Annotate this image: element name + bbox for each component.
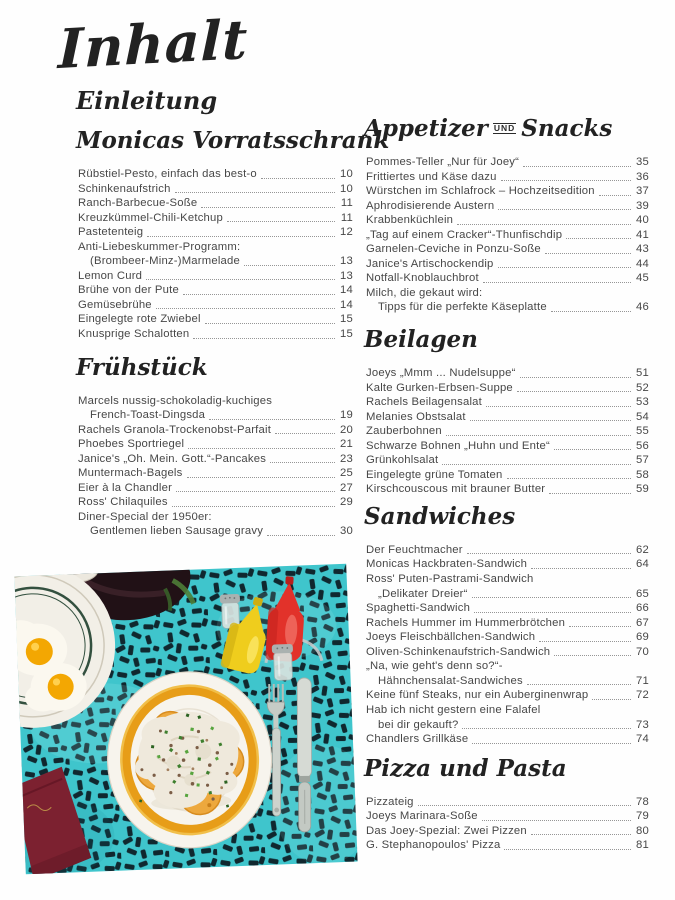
row-leader-dots bbox=[486, 406, 631, 407]
row-label: Milch, die gekaut wird: bbox=[366, 286, 483, 299]
row-label: Lemon Curd bbox=[78, 269, 143, 282]
row-leader-dots bbox=[418, 805, 631, 806]
toc-row bbox=[366, 381, 649, 396]
toc-row bbox=[78, 167, 353, 182]
row-label: Rachels Hummer im Hummerbrötchen bbox=[366, 616, 566, 629]
row-label: Chandlers Grillkäse bbox=[366, 733, 469, 746]
row-label: Frittiertes und Käse dazu bbox=[366, 170, 497, 183]
row-page-number: 15 bbox=[340, 313, 353, 326]
row-leader-dots bbox=[549, 493, 631, 494]
toc-row bbox=[366, 809, 649, 824]
section-heading bbox=[364, 112, 649, 146]
row-leader-dots bbox=[270, 462, 335, 463]
toc-row bbox=[366, 557, 649, 572]
page-title: Inhalt bbox=[57, 6, 249, 82]
toc-row bbox=[78, 510, 353, 525]
row-label: Ranch-Barbecue-Soße bbox=[78, 197, 198, 210]
row-leader-dots bbox=[551, 311, 631, 312]
row-page-number: 62 bbox=[636, 543, 649, 556]
toc-row bbox=[366, 170, 649, 185]
toc-row bbox=[366, 257, 649, 272]
row-page-number: 23 bbox=[340, 452, 353, 465]
row-page-number: 66 bbox=[636, 602, 649, 615]
row-page-number: 74 bbox=[636, 733, 649, 746]
toc-row bbox=[366, 366, 649, 381]
row-page-number: 55 bbox=[636, 425, 649, 438]
row-page-number: 21 bbox=[340, 438, 353, 451]
row-page-number: 69 bbox=[636, 631, 649, 644]
toc-row bbox=[366, 645, 649, 660]
row-leader-dots bbox=[442, 464, 631, 465]
section-heading: Monicas Vorratsschrank bbox=[76, 127, 390, 154]
row-page-number: 51 bbox=[636, 367, 649, 380]
row-leader-dots bbox=[501, 180, 631, 181]
toc-row bbox=[366, 439, 649, 454]
row-leader-dots bbox=[462, 728, 631, 729]
toc-row bbox=[78, 240, 353, 255]
row-label: Oliven-Schinkenaufstrich-Sandwich bbox=[366, 645, 551, 658]
row-label: Joeys Marinara-Soße bbox=[366, 810, 478, 823]
toc-section bbox=[76, 124, 390, 342]
toc-row bbox=[366, 155, 649, 170]
row-page-number: 73 bbox=[636, 718, 649, 731]
row-leader-dots bbox=[156, 308, 335, 309]
row-leader-dots bbox=[209, 419, 335, 420]
pepper-shaker bbox=[272, 644, 294, 681]
row-leader-dots bbox=[275, 433, 335, 434]
row-page-number: 15 bbox=[340, 328, 353, 341]
row-label: Notfall-Knoblauchbrot bbox=[366, 272, 479, 285]
row-leader-dots bbox=[504, 849, 631, 850]
row-page-number: 40 bbox=[636, 214, 649, 227]
row-page-number: 11 bbox=[340, 197, 353, 210]
toc-row bbox=[78, 254, 353, 269]
row-label: Kirschcouscous mit brauner Butter bbox=[366, 483, 546, 496]
row-label: Brühe von der Pute bbox=[78, 284, 179, 297]
toc-row bbox=[366, 688, 649, 703]
heading-joiner: UND bbox=[493, 123, 516, 133]
toc-row bbox=[78, 312, 353, 327]
row-leader-dots bbox=[517, 391, 631, 392]
heading-part: Snacks bbox=[521, 115, 613, 142]
row-label: Joeys Fleischbällchen-Sandwich bbox=[366, 631, 536, 644]
toc-row bbox=[78, 495, 353, 510]
section-heading: Frühstück bbox=[76, 353, 208, 381]
toc-row bbox=[366, 242, 649, 257]
row-page-number: 54 bbox=[636, 410, 649, 423]
row-label: Garnelen-Ceviche in Ponzu-Soße bbox=[366, 243, 541, 256]
row-label: Phoebes Sportriegel bbox=[78, 438, 185, 451]
row-leader-dots bbox=[467, 553, 631, 554]
row-label: Tipps für die perfekte Käseplatte bbox=[378, 301, 547, 314]
row-label: Monicas Hackbraten-Sandwich bbox=[366, 558, 528, 571]
row-page-number: 57 bbox=[636, 454, 649, 467]
toc-row bbox=[366, 659, 649, 674]
row-page-number: 79 bbox=[636, 810, 649, 823]
row-page-number: 36 bbox=[636, 170, 649, 183]
row-page-number: 14 bbox=[340, 298, 353, 311]
toc-row bbox=[78, 452, 353, 467]
row-label: Joeys „Mmm ... Nudelsuppe“ bbox=[366, 367, 516, 380]
toc-section bbox=[366, 112, 649, 315]
row-leader-dots bbox=[566, 238, 631, 239]
row-page-number: 13 bbox=[340, 255, 353, 268]
row-label: Das Joey-Spezial: Zwei Pizzen bbox=[366, 824, 527, 837]
toc-row bbox=[366, 630, 649, 645]
toc-row bbox=[78, 524, 353, 539]
row-label: French-Toast-Dingsda bbox=[90, 409, 206, 422]
section-heading: Sandwiches bbox=[364, 502, 516, 530]
row-page-number: 64 bbox=[636, 558, 649, 571]
row-label: Schwarze Bohnen „Huhn und Ente“ bbox=[366, 439, 550, 452]
toc-row bbox=[78, 408, 353, 423]
row-page-number: 10 bbox=[340, 182, 353, 195]
toc-row bbox=[78, 196, 353, 211]
row-page-number: 43 bbox=[636, 243, 649, 256]
toc-column-left bbox=[76, 124, 390, 539]
row-leader-dots bbox=[498, 209, 631, 210]
row-leader-dots bbox=[474, 612, 631, 613]
row-leader-dots bbox=[592, 699, 631, 700]
row-leader-dots bbox=[188, 448, 335, 449]
row-label: Spaghetti-Sandwich bbox=[366, 602, 471, 615]
row-leader-dots bbox=[261, 178, 335, 179]
toc-row bbox=[366, 838, 649, 853]
row-label: Pastetenteig bbox=[78, 226, 144, 239]
row-leader-dots bbox=[482, 820, 631, 821]
row-label: Ross' Puten-Pastrami-Sandwich bbox=[366, 573, 534, 586]
row-page-number: 78 bbox=[636, 795, 649, 808]
row-leader-dots bbox=[520, 377, 631, 378]
toc-row bbox=[78, 182, 353, 197]
row-label: „Tag auf einem Cracker“-Thunfischdip bbox=[366, 228, 563, 241]
toc-row bbox=[78, 437, 353, 452]
row-page-number: 11 bbox=[340, 211, 353, 224]
row-page-number: 58 bbox=[636, 468, 649, 481]
row-page-number: 52 bbox=[636, 381, 649, 394]
toc-row bbox=[78, 481, 353, 496]
row-leader-dots bbox=[472, 743, 631, 744]
row-label: Melanies Obstsalat bbox=[366, 410, 466, 423]
row-leader-dots bbox=[267, 535, 335, 536]
row-page-number: 37 bbox=[636, 185, 649, 198]
toc-row bbox=[366, 286, 649, 301]
row-leader-dots bbox=[172, 506, 335, 507]
row-page-number: 12 bbox=[340, 226, 353, 239]
toc-row bbox=[366, 674, 649, 689]
row-label: Gemüsebrühe bbox=[78, 298, 152, 311]
row-leader-dots bbox=[539, 641, 631, 642]
toc-section bbox=[366, 752, 649, 853]
row-leader-dots bbox=[554, 449, 631, 450]
row-leader-dots bbox=[183, 294, 335, 295]
row-leader-dots bbox=[470, 420, 631, 421]
row-label: Kalte Gurken-Erbsen-Suppe bbox=[366, 381, 513, 394]
toc-column-right bbox=[366, 112, 649, 853]
knife bbox=[297, 678, 312, 832]
toc-section bbox=[78, 351, 353, 539]
row-label: Pommes-Teller „Nur für Joey“ bbox=[366, 156, 520, 168]
toc-row bbox=[366, 482, 649, 497]
row-leader-dots bbox=[457, 224, 631, 225]
row-label: Anti-Liebeskummer-Programm: bbox=[78, 240, 241, 253]
row-leader-dots bbox=[483, 282, 631, 283]
row-label: Gentlemen lieben Sausage gravy bbox=[90, 525, 264, 538]
toc-row bbox=[366, 795, 649, 810]
row-page-number: 72 bbox=[636, 689, 649, 702]
row-label: Diner-Special der 1950er: bbox=[78, 510, 212, 523]
toc-row bbox=[78, 298, 353, 313]
food-photo bbox=[14, 564, 357, 875]
row-leader-dots bbox=[244, 265, 335, 266]
row-page-number: 67 bbox=[636, 616, 649, 629]
row-label: Eingelegte grüne Tomaten bbox=[366, 468, 503, 481]
section-heading: Beilagen bbox=[364, 326, 478, 354]
row-leader-dots bbox=[527, 684, 631, 685]
toc-row bbox=[78, 423, 353, 438]
row-leader-dots bbox=[599, 195, 631, 196]
row-label: Aphrodisierende Austern bbox=[366, 199, 495, 212]
row-leader-dots bbox=[201, 207, 335, 208]
row-label: Muntermach-Bagels bbox=[78, 467, 183, 480]
salt-shaker bbox=[220, 594, 241, 629]
row-page-number: 71 bbox=[636, 674, 649, 687]
row-label: Krabbenküchlein bbox=[366, 214, 454, 227]
toc-row bbox=[78, 327, 353, 342]
row-leader-dots bbox=[176, 491, 335, 492]
toc-row bbox=[366, 543, 649, 558]
row-leader-dots bbox=[523, 166, 631, 167]
toc-row bbox=[366, 410, 649, 425]
row-page-number: 81 bbox=[636, 839, 649, 852]
toc-row bbox=[366, 732, 649, 747]
toc-row bbox=[366, 718, 649, 733]
row-leader-dots bbox=[554, 655, 631, 656]
toc-row bbox=[366, 395, 649, 410]
toc-row bbox=[78, 269, 353, 284]
toc-row bbox=[366, 468, 649, 483]
row-page-number: 10 bbox=[340, 168, 353, 180]
toc-row bbox=[366, 703, 649, 718]
row-page-number: 45 bbox=[636, 272, 649, 285]
toc-intro: Einleitung bbox=[76, 86, 218, 115]
row-label: G. Stephanopoulos' Pizza bbox=[366, 839, 501, 852]
toc-row bbox=[78, 394, 353, 409]
row-label: Marcels nussig-schokoladig-kuchiges bbox=[78, 394, 273, 407]
row-label: Zauberbohnen bbox=[366, 425, 442, 438]
toc-row bbox=[78, 225, 353, 240]
row-page-number: 46 bbox=[636, 301, 649, 314]
row-page-number: 44 bbox=[636, 257, 649, 270]
row-label: „Na, wie geht's denn so?“- bbox=[366, 660, 503, 673]
toc-section bbox=[366, 323, 649, 497]
row-page-number: 14 bbox=[340, 284, 353, 297]
row-leader-dots bbox=[187, 477, 336, 478]
row-page-number: 19 bbox=[340, 409, 353, 422]
toc-row bbox=[366, 271, 649, 286]
row-label: bei dir gekauft? bbox=[378, 718, 459, 731]
row-label: Würstchen im Schlafrock – Hochzeitsedition bbox=[366, 185, 595, 198]
toc-row bbox=[366, 424, 649, 439]
row-label: Rachels Beilagensalat bbox=[366, 396, 482, 409]
toc-row bbox=[366, 228, 649, 243]
row-label: Janice's „Oh. Mein. Gott.“-Pancakes bbox=[78, 452, 267, 465]
row-page-number: 56 bbox=[636, 439, 649, 452]
row-page-number: 70 bbox=[636, 645, 649, 658]
row-label: Knusprige Schalotten bbox=[78, 328, 190, 341]
row-leader-dots bbox=[531, 834, 631, 835]
heading-part: Appetizer bbox=[364, 115, 488, 142]
toc-row bbox=[366, 572, 649, 587]
row-page-number: 41 bbox=[636, 228, 649, 241]
row-page-number: 59 bbox=[636, 483, 649, 496]
toc-row bbox=[366, 587, 649, 602]
row-leader-dots bbox=[531, 568, 631, 569]
row-leader-dots bbox=[569, 626, 631, 627]
row-leader-dots bbox=[545, 253, 631, 254]
row-leader-dots bbox=[472, 597, 631, 598]
toc-row bbox=[366, 300, 649, 315]
toc-row bbox=[366, 453, 649, 468]
row-label: Der Feuchtmacher bbox=[366, 543, 463, 556]
row-page-number: 13 bbox=[340, 269, 353, 282]
row-page-number: 27 bbox=[340, 481, 353, 494]
row-leader-dots bbox=[498, 267, 631, 268]
toc-row bbox=[366, 184, 649, 199]
row-leader-dots bbox=[146, 279, 335, 280]
toc-row bbox=[366, 199, 649, 214]
row-page-number: 20 bbox=[340, 423, 353, 436]
section-heading: Pizza und Pasta bbox=[364, 754, 567, 782]
toc-row bbox=[366, 213, 649, 228]
row-leader-dots bbox=[205, 323, 335, 324]
row-page-number: 65 bbox=[636, 587, 649, 600]
row-leader-dots bbox=[175, 192, 335, 193]
row-label: „Delikater Dreier“ bbox=[378, 587, 468, 600]
row-label: Eingelegte rote Zwiebel bbox=[78, 313, 201, 326]
toc-row bbox=[366, 601, 649, 616]
row-label: Eier à la Chandler bbox=[78, 481, 173, 494]
row-leader-dots bbox=[147, 236, 335, 237]
row-label: (Brombeer-Minz-)Marmelade bbox=[90, 255, 241, 268]
row-label: Ross' Chilaquiles bbox=[78, 496, 168, 509]
food-photo-illustration bbox=[14, 564, 357, 875]
row-leader-dots bbox=[507, 478, 632, 479]
toc-row bbox=[78, 466, 353, 481]
row-label: Keine fünf Steaks, nur ein Auberginenwrap bbox=[366, 689, 589, 702]
row-page-number: 35 bbox=[636, 156, 649, 168]
row-page-number: 30 bbox=[340, 525, 353, 538]
toc-row bbox=[78, 211, 353, 226]
row-label: Rachels Granola-Trockenobst-Parfait bbox=[78, 423, 272, 436]
row-leader-dots bbox=[193, 338, 335, 339]
row-label: Hähnchensalat-Sandwiches bbox=[378, 674, 523, 687]
row-leader-dots bbox=[446, 435, 631, 436]
row-page-number: 25 bbox=[340, 467, 353, 480]
row-label: Hab ich nicht gestern eine Falafel bbox=[366, 703, 541, 716]
row-page-number: 80 bbox=[636, 824, 649, 837]
row-label: Grünkohlsalat bbox=[366, 454, 439, 467]
toc-row bbox=[78, 283, 353, 298]
row-label: Schinkenaufstrich bbox=[78, 182, 171, 195]
row-label: Kreuzkümmel-Chili-Ketchup bbox=[78, 211, 224, 224]
row-page-number: 29 bbox=[340, 496, 353, 509]
toc-row bbox=[366, 824, 649, 839]
row-leader-dots bbox=[227, 221, 335, 222]
row-page-number: 39 bbox=[636, 199, 649, 212]
row-page-number: 53 bbox=[636, 396, 649, 409]
toc-section bbox=[366, 500, 649, 747]
row-label: Pizzateig bbox=[366, 795, 414, 808]
row-label: Janice's Artischockendip bbox=[366, 257, 494, 270]
row-label: Rübstiel-Pesto, einfach das best-o bbox=[78, 168, 257, 180]
toc-row bbox=[366, 616, 649, 631]
